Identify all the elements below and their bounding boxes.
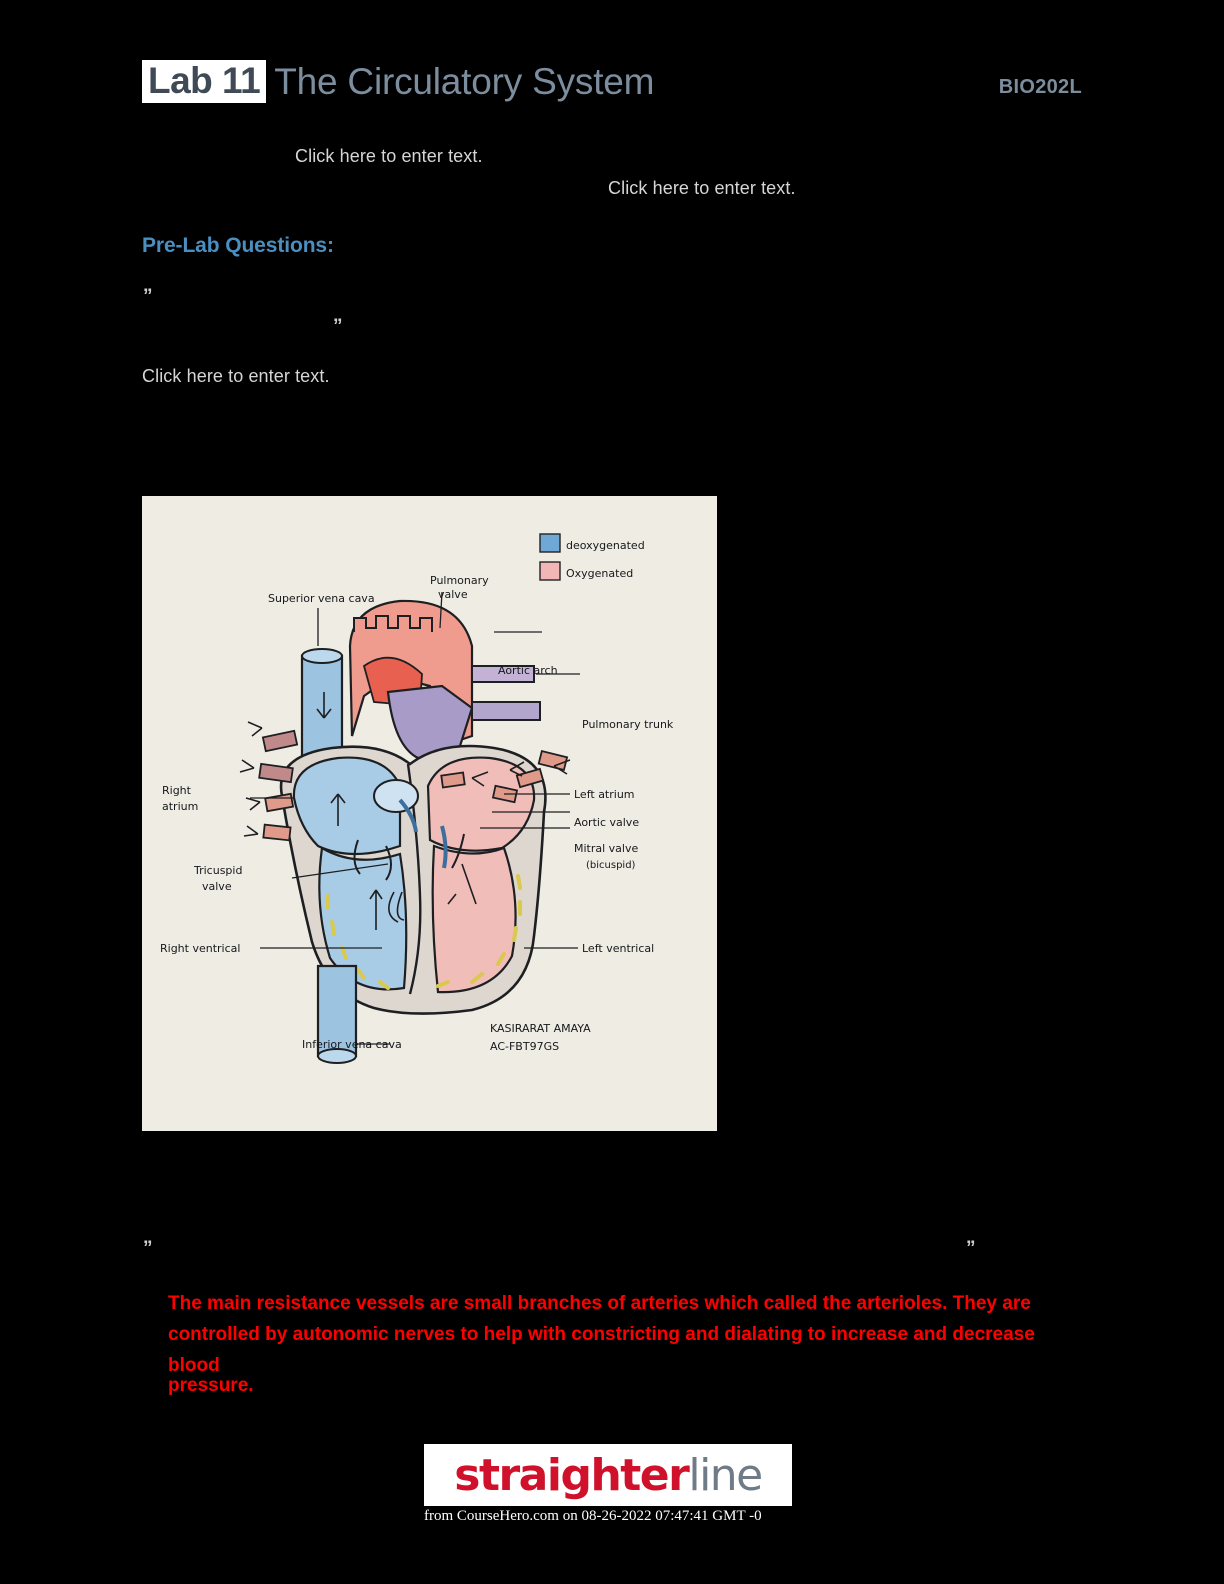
label-aortic-arch: Aortic arch xyxy=(498,664,558,677)
svg-text:Oxygenated: Oxygenated xyxy=(566,567,634,580)
page-title: The Circulatory System xyxy=(274,60,655,102)
label-right-atrium-2: atrium xyxy=(162,800,199,813)
quote-mark-open-1: ” xyxy=(143,286,153,307)
answer-paragraph[interactable]: The main resistance vessels are small branches of arteries which called the arterioles. They are controlled by autonomic nerves to help with constricting and dialating to increase and decrease blood xyxy=(168,1293,1035,1376)
label-tricuspid-valve-2: valve xyxy=(202,880,232,893)
quote-mark-open-2: ” xyxy=(143,1238,153,1259)
label-right-ventricle: Right ventrical xyxy=(160,942,241,955)
footer-source-note: from CourseHero.com on 08-26-2022 07:47:41 GMT -0 xyxy=(424,1508,762,1524)
logo-text-light: line xyxy=(688,1449,762,1501)
label-left-atrium: Left atrium xyxy=(574,788,635,801)
date-field-placeholder[interactable]: Click here to enter text. xyxy=(608,178,796,198)
lab-number: Lab 11 xyxy=(142,60,266,103)
answer-field-placeholder[interactable]: Click here to enter text. xyxy=(142,366,330,386)
svg-text:deoxygenated: deoxygenated xyxy=(566,539,645,552)
label-superior-vena-cava: Superior vena cava xyxy=(268,592,375,605)
label-mitral-valve-2: (bicuspid) xyxy=(586,860,636,871)
quote-mark-close-2: ” xyxy=(966,1238,976,1259)
answer-paragraph-continued[interactable]: pressure. xyxy=(168,1375,254,1396)
label-aortic-valve: Aortic valve xyxy=(574,816,640,829)
section-title-prelab: Pre-Lab Questions: xyxy=(142,234,334,257)
figure-caption-id: AC-FBT97GS xyxy=(490,1040,560,1053)
label-pulmonary-valve-2: valve xyxy=(438,588,468,601)
label-right-atrium: Right xyxy=(162,784,191,797)
straighterline-logo xyxy=(424,1444,792,1506)
quote-mark-close-1: ” xyxy=(333,316,343,337)
course-code: BIO202L xyxy=(998,76,1082,98)
label-tricuspid-valve: Tricuspid xyxy=(194,864,243,877)
logo-text-bold: straighter xyxy=(454,1449,689,1501)
label-pulmonary-valve: Pulmonary xyxy=(430,574,489,587)
figure-caption-name: KASIRARAT AMAYA xyxy=(490,1022,591,1035)
label-left-ventricle: Left ventrical xyxy=(582,942,655,955)
heart-diagram-figure xyxy=(142,496,717,1131)
label-mitral-valve: Mitral valve xyxy=(574,842,639,855)
document-header xyxy=(142,60,1082,120)
label-pulmonary-trunk: Pulmonary trunk xyxy=(582,718,674,731)
label-inferior-vena-cava: Inferior vena cava xyxy=(302,1038,402,1051)
name-field-placeholder[interactable]: Click here to enter text. xyxy=(295,146,483,166)
